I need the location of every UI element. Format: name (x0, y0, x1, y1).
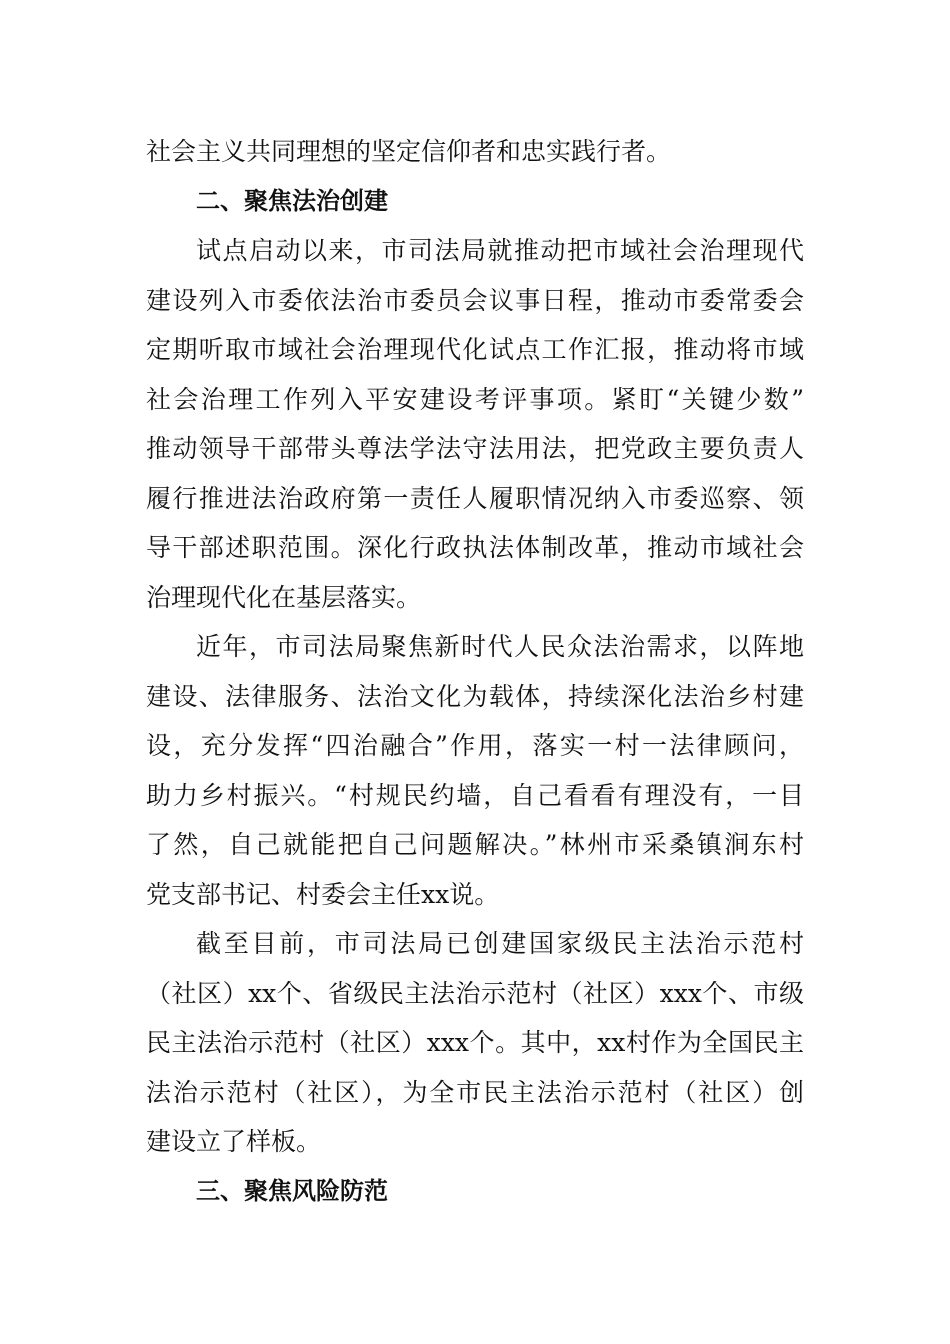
paragraph-2-line-5: 了然，自己就能把自己问题解决。”林州市采桑镇涧东村 (146, 830, 804, 859)
paragraph-1-line-8: 治理现代化在基层落实。 (146, 582, 422, 612)
paragraph-1-line-7: 导干部述职范围。深化行政执法体制改革，推动市域社会 (146, 533, 804, 562)
paragraph-2-line-3: 设，充分发挥“四治融合”作用，落实一村一法律顾问， (146, 731, 804, 760)
paragraph-3 (146, 919, 804, 1167)
paragraph-3-line-4: 法治示范村（社区），为全市民主法治示范村（社区）创 (146, 1077, 804, 1107)
section-heading-3: 三、聚焦风险防范 (196, 1176, 388, 1205)
paragraph-1-line-1: 试点启动以来，市司法局就推动把市域社会治理现代 (196, 236, 804, 265)
paragraph-2-line-4: 助力乡村振兴。“村规民约墙，自己看看有理没有，一目 (146, 780, 804, 810)
paragraph-3-line-3: 民主法治示范村（社区）xxx个。其中，xx村作为全国民主 (146, 1028, 804, 1057)
paragraph-2-line-6: 党支部书记、村委会主任xx说。 (146, 879, 500, 909)
document-body (146, 127, 804, 1216)
paragraph-3-line-1: 截至目前，市司法局已创建国家级民主法治示范村 (196, 929, 804, 958)
paragraph-1-line-3: 定期听取市域社会治理现代化试点工作汇报，推动将市域 (146, 335, 804, 364)
section-heading-2: 二、聚焦法治创建 (196, 186, 388, 215)
paragraph-2-line-2: 建设、法律服务、法治文化为载体，持续深化法治乡村建 (146, 681, 804, 711)
paragraph-2 (146, 622, 804, 919)
paragraph-1-line-6: 履行推进法治政府第一责任人履职情况纳入市委巡察、领 (146, 483, 804, 513)
paragraph-1-line-4: 社会治理工作列入平安建设考评事项。紧盯“关键少数” (146, 384, 804, 414)
paragraph-1 (146, 226, 804, 622)
paragraph-2-line-1: 近年，市司法局聚焦新时代人民众法治需求，以阵地 (196, 632, 804, 661)
paragraph-3-line-2: （社区）xx个、省级民主法治示范村（社区）xxx个、市级 (146, 978, 804, 1008)
paragraph-1-line-2: 建设列入市委依法治市委员会议事日程，推动市委常委会 (146, 285, 804, 315)
paragraph-3-line-5: 建设立了样板。 (146, 1127, 322, 1156)
intro-line-1: 社会主义共同理想的坚定信仰者和忠实践行者。 (146, 137, 672, 166)
paragraph-1-line-5: 推动领导干部带头尊法学法守法用法，把党政主要负责人 (146, 434, 804, 463)
